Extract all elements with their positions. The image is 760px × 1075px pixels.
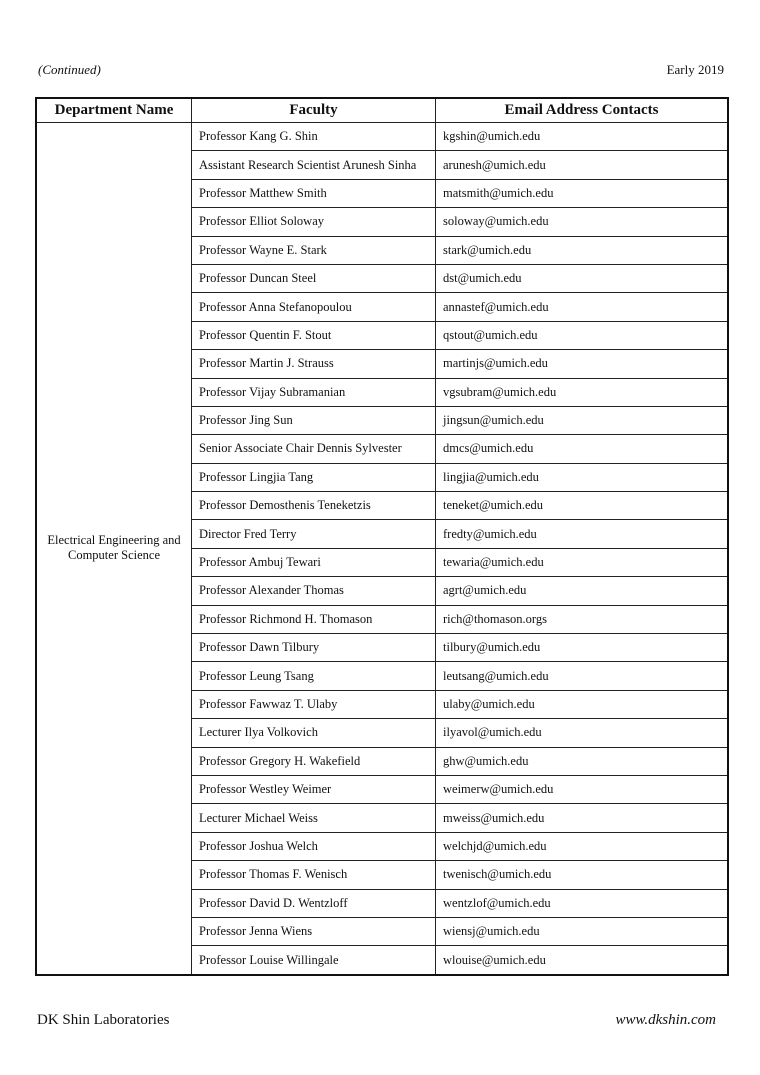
faculty-cell: Professor Duncan Steel (192, 264, 436, 292)
email-cell: wlouise@umich.edu (436, 946, 729, 975)
date-label: Early 2019 (666, 62, 724, 77)
faculty-cell: Professor Leung Tsang (192, 662, 436, 690)
column-header-faculty: Faculty (192, 98, 436, 123)
footer-organization: DK Shin Laboratories (37, 1012, 170, 1028)
faculty-cell: Assistant Research Scientist Arunesh Sinha (192, 151, 436, 179)
email-cell: tewaria@umich.edu (436, 548, 729, 576)
email-cell: lingjia@umich.edu (436, 463, 729, 491)
email-cell: tilbury@umich.edu (436, 634, 729, 662)
email-cell: welchjd@umich.edu (436, 832, 729, 860)
email-cell: twenisch@umich.edu (436, 861, 729, 889)
continued-label: (Continued) (38, 62, 101, 77)
faculty-cell: Professor Demosthenis Teneketzis (192, 492, 436, 520)
footer-website: www.dkshin.com (615, 1012, 716, 1028)
faculty-cell: Professor Dawn Tilbury (192, 634, 436, 662)
faculty-cell: Director Fred Terry (192, 520, 436, 548)
email-cell: arunesh@umich.edu (436, 151, 729, 179)
email-cell: dst@umich.edu (436, 264, 729, 292)
faculty-cell: Professor Alexander Thomas (192, 577, 436, 605)
faculty-cell: Professor Thomas F. Wenisch (192, 861, 436, 889)
faculty-cell: Professor Quentin F. Stout (192, 321, 436, 349)
faculty-cell: Lecturer Ilya Volkovich (192, 719, 436, 747)
email-cell: stark@umich.edu (436, 236, 729, 264)
email-cell: kgshin@umich.edu (436, 123, 729, 151)
email-cell: ghw@umich.edu (436, 747, 729, 775)
faculty-cell: Professor Wayne E. Stark (192, 236, 436, 264)
email-cell: vgsubram@umich.edu (436, 378, 729, 406)
email-cell: weimerw@umich.edu (436, 775, 729, 803)
faculty-cell: Professor Fawwaz T. Ulaby (192, 690, 436, 718)
email-cell: fredty@umich.edu (436, 520, 729, 548)
email-cell: agrt@umich.edu (436, 577, 729, 605)
faculty-cell: Professor Jing Sun (192, 406, 436, 434)
email-cell: mweiss@umich.edu (436, 804, 729, 832)
email-cell: leutsang@umich.edu (436, 662, 729, 690)
table-row (36, 123, 728, 151)
faculty-cell: Professor Anna Stefanopoulou (192, 293, 436, 321)
email-cell: qstout@umich.edu (436, 321, 729, 349)
faculty-cell: Professor Matthew Smith (192, 179, 436, 207)
table-body (36, 123, 728, 975)
department-cell: Electrical Engineering and Computer Science (36, 123, 192, 975)
table-header-row (36, 98, 728, 123)
faculty-cell: Professor Joshua Welch (192, 832, 436, 860)
email-cell: ilyavol@umich.edu (436, 719, 729, 747)
email-cell: teneket@umich.edu (436, 492, 729, 520)
faculty-contacts-table (35, 97, 729, 976)
email-cell: annastef@umich.edu (436, 293, 729, 321)
faculty-cell: Professor Gregory H. Wakefield (192, 747, 436, 775)
email-cell: matsmith@umich.edu (436, 179, 729, 207)
faculty-cell: Professor Louise Willingale (192, 946, 436, 975)
faculty-cell: Senior Associate Chair Dennis Sylvester (192, 435, 436, 463)
email-cell: soloway@umich.edu (436, 208, 729, 236)
column-header-department: Department Name (36, 98, 192, 123)
faculty-cell: Professor Jenna Wiens (192, 917, 436, 945)
email-cell: wiensj@umich.edu (436, 917, 729, 945)
email-cell: ulaby@umich.edu (436, 690, 729, 718)
email-cell: rich@thomason.orgs (436, 605, 729, 633)
faculty-cell: Lecturer Michael Weiss (192, 804, 436, 832)
faculty-cell: Professor Westley Weimer (192, 775, 436, 803)
faculty-cell: Professor Kang G. Shin (192, 123, 436, 151)
faculty-cell: Professor Vijay Subramanian (192, 378, 436, 406)
faculty-cell: Professor Ambuj Tewari (192, 548, 436, 576)
email-cell: dmcs@umich.edu (436, 435, 729, 463)
faculty-cell: Professor Lingjia Tang (192, 463, 436, 491)
faculty-cell: Professor Richmond H. Thomason (192, 605, 436, 633)
faculty-cell: Professor Elliot Soloway (192, 208, 436, 236)
faculty-cell: Professor David D. Wentzloff (192, 889, 436, 917)
column-header-email: Email Address Contacts (436, 98, 729, 123)
email-cell: jingsun@umich.edu (436, 406, 729, 434)
email-cell: wentzlof@umich.edu (436, 889, 729, 917)
faculty-cell: Professor Martin J. Strauss (192, 350, 436, 378)
email-cell: martinjs@umich.edu (436, 350, 729, 378)
